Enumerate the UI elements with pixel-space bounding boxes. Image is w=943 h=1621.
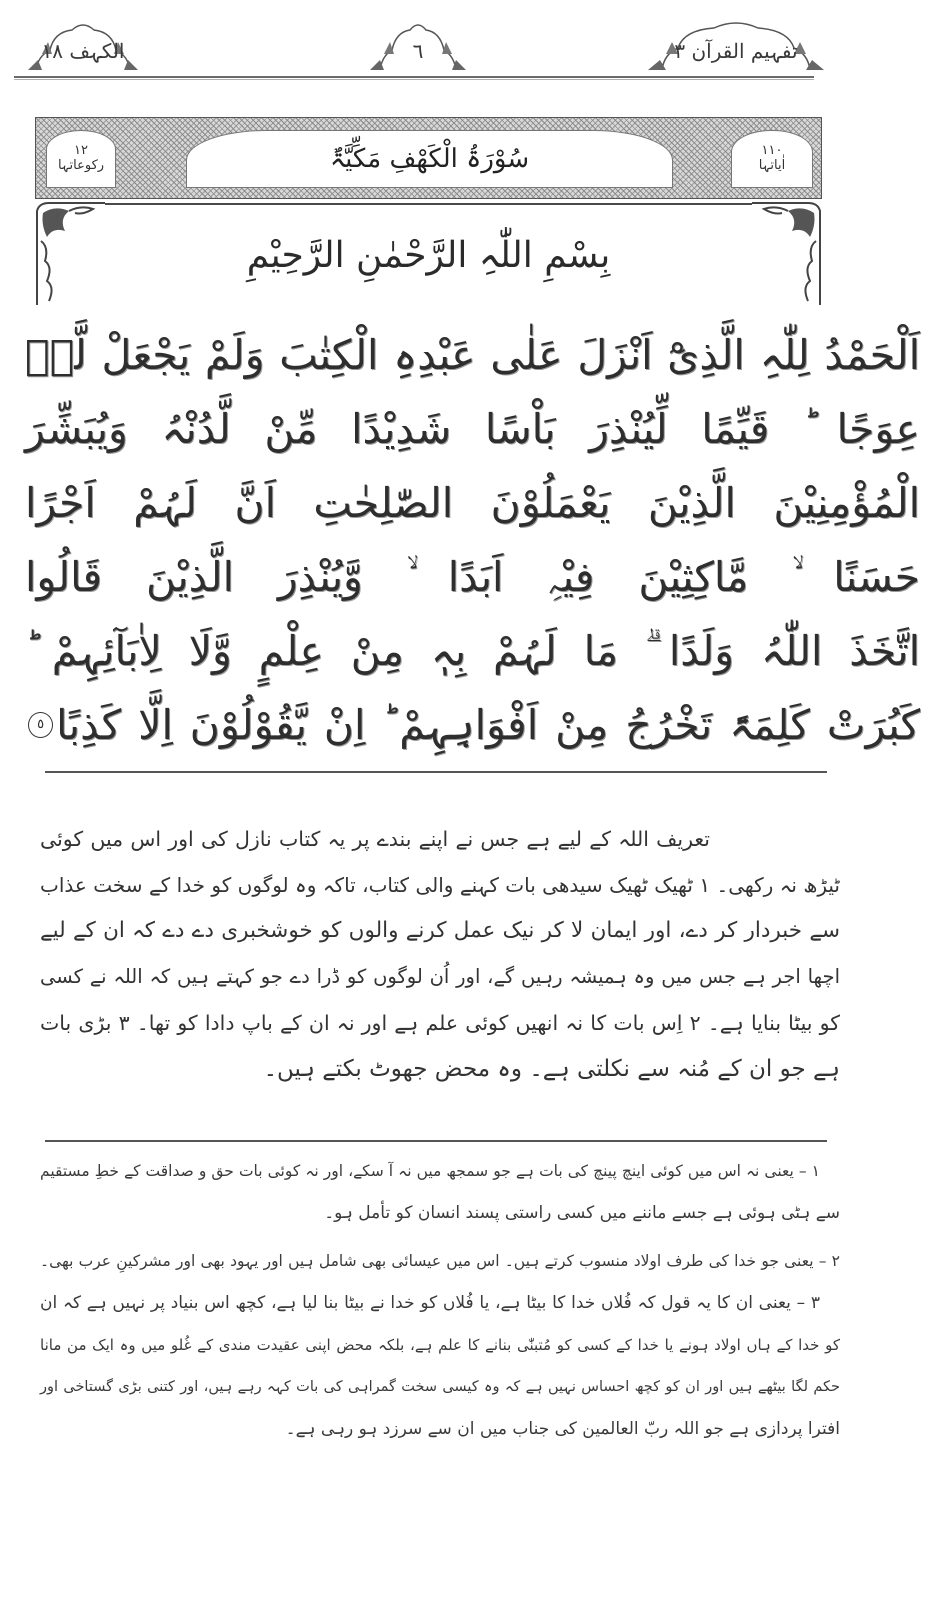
- translation-line: سے خبردار کر دے، اور ایمان لا کر نیک عمل کرنے والوں کو خوشخبری دے دے کہ ان کے لیے: [40, 918, 840, 943]
- footnote-line: ۲ – یعنی جو خدا کی طرف اولاد منسوب کرتے ہیں۔ اس میں عیسائی بھی شامل ہیں اور یہود بھی اور مشرکینِ عرب بھی۔: [40, 1252, 840, 1270]
- translation-line: اچھا اجر ہے جس میں وہ ہمیشہ رہیں گے، اور اُن لوگوں کو ڈرا دے جو کہتے ہیں کہ اللہ نے کسی: [40, 965, 840, 988]
- translation-line: ٹیڑھ نہ رکھی۔ ۱ ٹھیک ٹھیک سیدھی بات کہنے والی کتاب، تاکہ وہ لوگوں کو خدا کے سخت عذاب: [40, 873, 840, 897]
- verse-text: اتَّخَذَ اللّٰہُ وَلَدًا ۗ مَا لَہُمْ بِہٖ مِنْ عِلْمٍ وَّلَا لِاٰبَآئِہِمْ ؕ: [25, 626, 920, 675]
- corner-ornament-icon: [752, 201, 822, 305]
- footnote-line: حکم لگا بیٹھے ہیں اور ان کو کچھ احساس نہیں ہے کہ وہ کیسی سخت گمراہی کی بات کہہ رہے ہیں، اور کتنی بڑی گستاخی اور: [40, 1379, 840, 1395]
- ayat-count-panel: [731, 130, 813, 188]
- ruku-count-panel: [46, 130, 116, 188]
- verse-line: [25, 688, 920, 762]
- header-surah-ref: الکہف ۱۸: [28, 20, 138, 72]
- ornamental-band: [35, 117, 822, 199]
- verse-line: [25, 392, 920, 466]
- translation-line: کو بیٹا بنایا ہے۔ ۲ اِس بات کا نہ انھیں کوئی علم ہے اور نہ ان کے باپ دادا کو تھا۔ ۳ بڑی بات: [40, 1011, 840, 1035]
- footnote-line: سے ہٹی ہوئی ہے جسے ماننے میں کسی راستی پسند انسان کو تأمل ہو۔: [324, 1203, 840, 1223]
- footnote-divider: [45, 1140, 827, 1142]
- footnote-line: افترا پردازی ہے جو اللہ ربّ العالمین کی جناب میں ان سے سرزد ہو رہی ہے۔: [285, 1419, 840, 1439]
- bismillah: بِسْمِ اللّٰہِ الرَّحْمٰنِ الرَّحِیْمِ: [246, 235, 611, 276]
- arabic-verses: [25, 318, 920, 762]
- header-page-number: ٦: [370, 20, 466, 72]
- ayah-end-marker: ٥: [28, 712, 53, 738]
- footnote-line: ۳ – یعنی ان کا یہ قول کہ فُلاں خدا کا بیٹا ہے، یا فُلاں کو خدا نے بیٹا بنا لیا ہے، کچھ اس بنیاد پر نہیں ہے کہ ان: [40, 1293, 820, 1313]
- header-divider-thin: [14, 79, 814, 80]
- verse-text: الْمُؤْمِنِیْنَ الَّذِیْنَ یَعْمَلُوْنَ الصّٰلِحٰتِ اَنَّ لَہُمْ اَجْرًا: [25, 479, 920, 527]
- verse-line: [25, 466, 920, 540]
- running-header: [28, 14, 828, 76]
- surah-title-panel: [186, 130, 673, 188]
- frame-rule: [105, 203, 752, 205]
- ayat-count: ١١٠: [761, 143, 783, 158]
- translation-line: تعریف اللہ کے لیے ہے جس نے اپنے بندے پر یہ کتاب نازل کی اور اس میں کوئی: [40, 827, 710, 851]
- verse-line: [25, 614, 920, 688]
- footnote-line: ۱ – یعنی نہ اس میں کوئی اینچ پینچ کی بات ہے جو سمجھ میں نہ آ سکے، اور نہ کوئی بات حق و صداقت کے خطِ مستقیم: [40, 1162, 820, 1180]
- verse-text: حَسَنًا ۙ مَّاکِثِیْنَ فِیْہِ اَبَدًا ۙ وَّیُنْذِرَ الَّذِیْنَ قَالُوا: [25, 552, 920, 601]
- corner-ornament-icon: [35, 201, 105, 305]
- verse-line: [25, 540, 920, 614]
- footnotes: [40, 1150, 840, 1450]
- ruku-label: رکوعاتہا: [57, 158, 105, 173]
- ruku-count: ١٢: [74, 143, 88, 158]
- surah-title: سُوْرَۃُ الْکَھْفِ مَکِّیَّۃٌ: [329, 144, 530, 174]
- verses-translation-divider: [45, 771, 827, 773]
- surah-banner: [35, 117, 822, 305]
- header-divider: [14, 76, 814, 78]
- verse-text: کَبُرَتْ کَلِمَۃً تَخْرُجُ مِنْ اَفْوَاہِہِمْ ؕ اِنْ یَّقُوْلُوْنَ اِلَّا کَذِبًا: [56, 701, 920, 749]
- urdu-translation: [40, 816, 840, 1092]
- verse-text: اَلْحَمْدُ لِلّٰہِ الَّذِیْٓ اَنْزَلَ عَلٰی عَبْدِہِ الْکِتٰبَ وَلَمْ یَجْعَلْ لَّہٗ: [25, 331, 920, 379]
- header-book-title: تفہیم القرآن ۳: [648, 20, 824, 72]
- verse-text: عِوَجًا ؕ قَیِّمًا لِّیُنْذِرَ بَاْسًا شَدِیْدًا مِّنْ لَّدُنْہُ وَیُبَشِّرَ: [25, 405, 920, 453]
- footnote-line: کو خدا کے ہاں اولاد ہونے یا خدا کے کسی کو مُتبنّٰی بنانے کا علم ہے، بلکہ محض اپنی عقیدت مندی کے غُلو میں وہ ایک من مانا: [40, 1336, 840, 1354]
- verse-line: [25, 318, 920, 392]
- translation-line: ہے جو ان کے مُنہ سے نکلتی ہے۔ وہ محض جھوٹ بکتے ہیں۔: [263, 1056, 840, 1082]
- ayat-label: اٰیاتہا: [758, 158, 786, 173]
